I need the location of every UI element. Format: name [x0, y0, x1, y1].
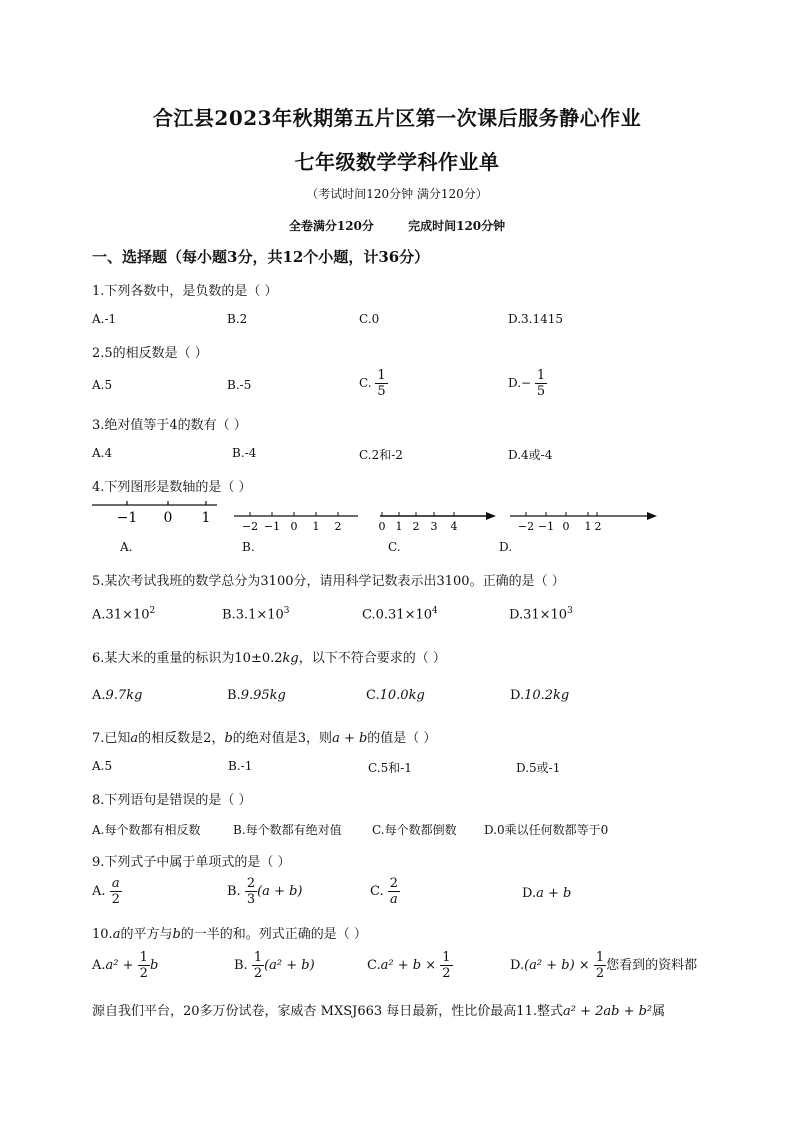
option-c-base: 0.31×10	[375, 607, 433, 623]
option-d-label: D.	[499, 540, 513, 554]
option-c-unit: kg	[408, 688, 425, 703]
score-time-line	[0, 217, 794, 234]
footer-line	[92, 1000, 665, 1019]
expression: a + b	[332, 731, 368, 746]
denominator: 5	[536, 384, 546, 399]
option-b-prefix: B.	[227, 884, 241, 899]
numerator: 1	[139, 950, 148, 965]
option-b-value: 9.95	[240, 688, 270, 703]
question-5-options	[92, 606, 712, 636]
fraction	[535, 368, 547, 399]
tick-label: −2	[517, 520, 535, 533]
option-c	[359, 368, 388, 399]
option-b: B.2	[227, 312, 248, 326]
question-10	[92, 923, 367, 942]
variable-b: b	[172, 927, 181, 942]
option-b	[222, 606, 290, 622]
option-d-exponent: 3	[567, 606, 573, 616]
option-a-prefix: A.	[92, 884, 106, 899]
tick-label: 2	[594, 520, 602, 533]
option-b-label: B.	[242, 540, 255, 554]
option-c: C.2和-2	[359, 448, 403, 462]
option-c	[370, 876, 400, 907]
question-6-text: 6.某大米的重量的标识为	[92, 651, 235, 666]
question-8: 8.下列语句是错误的是（ ）	[92, 793, 252, 808]
tick-label: 1	[584, 520, 592, 533]
option-c: C.每个数都倒数	[372, 823, 457, 837]
question-6-options	[92, 688, 712, 718]
numerator: 1	[442, 950, 451, 965]
option-d-prefix: D.−	[508, 376, 532, 390]
option-d: D.0乘以任何数都等于0	[484, 823, 609, 837]
option-a-prefix: A.	[92, 688, 106, 703]
option-d: D.3.1415	[508, 312, 563, 326]
option-d-base: 31×10	[523, 607, 568, 623]
option-c-prefix: C.	[370, 884, 384, 899]
question-1-options	[92, 312, 712, 342]
number-line-d	[508, 506, 660, 534]
fraction	[252, 950, 264, 981]
numerator: a	[110, 876, 122, 892]
question-2: 2.5的相反数是（ ）	[92, 346, 208, 361]
option-b-tail: (a + b)	[257, 884, 303, 899]
option-d-value: 10.2	[524, 688, 554, 703]
option-b-prefix: B.	[227, 688, 241, 703]
option-c	[366, 688, 425, 703]
option-a	[92, 606, 155, 622]
denominator: 2	[111, 892, 120, 907]
tick-label: 2	[412, 520, 420, 533]
fraction	[110, 876, 122, 907]
option-d	[522, 886, 571, 901]
full-score: 全卷满分120分	[288, 219, 374, 233]
axis-arrow-icon	[647, 512, 657, 520]
tick-label: 4	[450, 520, 458, 533]
tick-label: 0	[378, 520, 386, 533]
denominator: 2	[139, 966, 148, 981]
option-d-prefix: D.	[509, 607, 524, 623]
option-b: B.-1	[228, 759, 253, 773]
fraction	[245, 876, 257, 907]
section-heading: 一、选择题（每小题3分，共12个小题，计36分）	[92, 248, 430, 266]
fraction	[440, 950, 452, 981]
tick-label: −1	[116, 510, 138, 526]
option-b-prefix: B.	[222, 607, 236, 623]
option-a: A.5	[92, 378, 113, 392]
question-4-options	[92, 540, 712, 570]
denominator: 2	[253, 966, 263, 981]
fraction	[138, 950, 150, 981]
option-c-prefix: C.	[366, 688, 380, 703]
option-d-prefix: D.	[510, 688, 525, 703]
fraction	[388, 876, 400, 907]
option-a-value: 9.7	[105, 688, 127, 703]
tick-label: 1	[201, 510, 211, 526]
exam-info: （考试时间120分钟 满分120分）	[306, 187, 488, 201]
option-a-exponent: 2	[149, 606, 156, 616]
denominator: 2	[442, 966, 451, 981]
option-a-prefix: A.	[92, 607, 106, 623]
option-d: D.5或-1	[516, 761, 561, 775]
question-2-options	[92, 368, 712, 408]
page-title: 合江县2023年秋期第五片区第一次课后服务静心作业	[152, 106, 642, 130]
tick-label: 0	[290, 520, 298, 533]
option-c: C.0	[359, 312, 380, 326]
variable-b: b	[224, 731, 233, 746]
question-10-text: 的平方与	[120, 927, 173, 942]
question-9: 9.下列式子中属于单项式的是（ ）	[92, 855, 291, 870]
option-a-label: A.	[120, 540, 133, 554]
option-b: B.每个数都有绝对值	[233, 823, 342, 837]
tick-label: −1	[263, 520, 281, 533]
tick-label: 0	[163, 510, 173, 526]
option-d	[510, 950, 697, 981]
numerator: 1	[595, 950, 605, 965]
question-7-options	[92, 759, 712, 789]
option-c	[367, 950, 453, 981]
option-d-unit: kg	[553, 688, 570, 703]
numerator: 2	[389, 876, 399, 891]
question-9-options	[92, 876, 712, 916]
question-10-number: 10.	[92, 927, 113, 942]
option-a: A.4	[92, 446, 113, 460]
option-d	[509, 606, 573, 622]
denominator: 5	[377, 384, 386, 399]
denominator: a	[390, 892, 398, 907]
option-c	[362, 606, 438, 622]
numerator: 1	[377, 368, 386, 383]
option-a-base: 31×10	[105, 607, 150, 623]
option-c: C.5和-1	[368, 761, 412, 775]
option-d-head: (a² + b) ×	[524, 958, 590, 973]
option-a	[92, 950, 158, 981]
tick-label: 1	[395, 520, 403, 533]
numerator: 1	[536, 368, 546, 383]
option-b	[227, 688, 286, 703]
question-7-text: 的绝对值是3，则	[232, 731, 333, 746]
option-a: A.每个数都有相反数	[92, 823, 201, 837]
fraction	[375, 368, 387, 399]
option-b-unit: kg	[269, 688, 286, 703]
option-c-prefix: C.	[359, 376, 372, 390]
option-d-prefix: D.	[510, 958, 525, 973]
number-line-a	[92, 498, 222, 528]
page-subtitle: 七年级数学学科作业单	[294, 150, 500, 174]
option-b: B.-4	[232, 446, 257, 460]
option-a: A.5	[92, 759, 113, 773]
question-3-options	[92, 446, 712, 476]
question-7	[92, 727, 436, 746]
option-a-tail: b	[149, 958, 159, 973]
axis-arrow-icon	[486, 512, 496, 520]
option-b-exponent: 3	[283, 606, 290, 616]
option-c-prefix: C.	[362, 607, 376, 623]
option-d-expression: a + b	[536, 886, 572, 901]
option-b	[227, 876, 302, 907]
option-b	[234, 950, 315, 981]
option-a	[92, 876, 122, 907]
option-b-prefix: B.	[234, 958, 248, 973]
denominator: 2	[595, 966, 605, 981]
question-4: 4.下列图形是数轴的是（ ）	[92, 480, 252, 495]
question-6-text-end: ，以下不符合要求的（ ）	[298, 651, 446, 666]
option-a: A.-1	[92, 312, 117, 326]
option-d-tail: 您看到的资料都	[606, 958, 698, 973]
number-line-b	[232, 508, 362, 534]
option-b: B.-5	[227, 378, 252, 392]
option-c-head: a² + b ×	[380, 958, 437, 973]
option-c-prefix: C.	[367, 958, 381, 973]
option-a-unit: kg	[126, 688, 143, 703]
question-3: 3.绝对值等于4的数有（ ）	[92, 418, 247, 433]
option-d-prefix: D.	[522, 886, 537, 901]
tick-label: 1	[312, 520, 320, 533]
option-b-base: 3.1×10	[235, 607, 284, 623]
question-8-options	[92, 821, 712, 851]
option-c-exponent: 4	[432, 606, 438, 616]
question-5: 5.某次考试我班的数学总分为3100分，请用科学记数表示出3100。正确的是（ ）	[92, 574, 565, 589]
numerator: 1	[253, 950, 263, 965]
option-a-prefix: A.	[92, 958, 106, 973]
denominator: 3	[246, 892, 256, 907]
question-1: 1.下列各数中，是负数的是（ ）	[92, 284, 278, 299]
option-a	[92, 688, 142, 703]
option-a-head: a² +	[105, 958, 134, 973]
option-c-label: C.	[388, 540, 401, 554]
question-6	[92, 647, 446, 666]
question-7-text: 7.已知	[92, 731, 131, 746]
numerator: 2	[246, 876, 256, 891]
tick-label: −1	[537, 520, 555, 533]
number-line-c	[374, 506, 498, 534]
question-7-text: 的相反数是2，	[138, 731, 225, 746]
question-6-value: 10±0.2	[234, 651, 283, 666]
footer-text: 源自我们平台，20多万份试卷，家威杏 MXSJ663 每日最新，性比价最高11.整式	[92, 1004, 563, 1019]
question-7-text: 的值是（ ）	[367, 731, 437, 746]
question-10-text: 的一半的和。列式正确的是（ ）	[180, 927, 367, 942]
option-c-value: 10.0	[379, 688, 409, 703]
option-b-tail: (a² + b)	[264, 958, 315, 973]
finish-time: 完成时间120分钟	[408, 219, 506, 233]
option-d	[508, 368, 547, 399]
option-d	[510, 688, 569, 703]
variable-a: a	[130, 731, 139, 746]
fraction	[594, 950, 606, 981]
question-6-unit: kg	[282, 651, 299, 666]
footer-text-end: 属	[652, 1004, 666, 1019]
tick-label: 3	[430, 520, 438, 533]
option-d: D.4或-4	[508, 448, 553, 462]
tick-label: 0	[562, 520, 570, 533]
question-10-options	[92, 950, 712, 990]
footer-expression: a² + 2ab + b²	[562, 1004, 653, 1019]
tick-label: −2	[241, 520, 259, 533]
variable-a: a	[112, 927, 121, 942]
tick-label: 2	[334, 520, 342, 533]
